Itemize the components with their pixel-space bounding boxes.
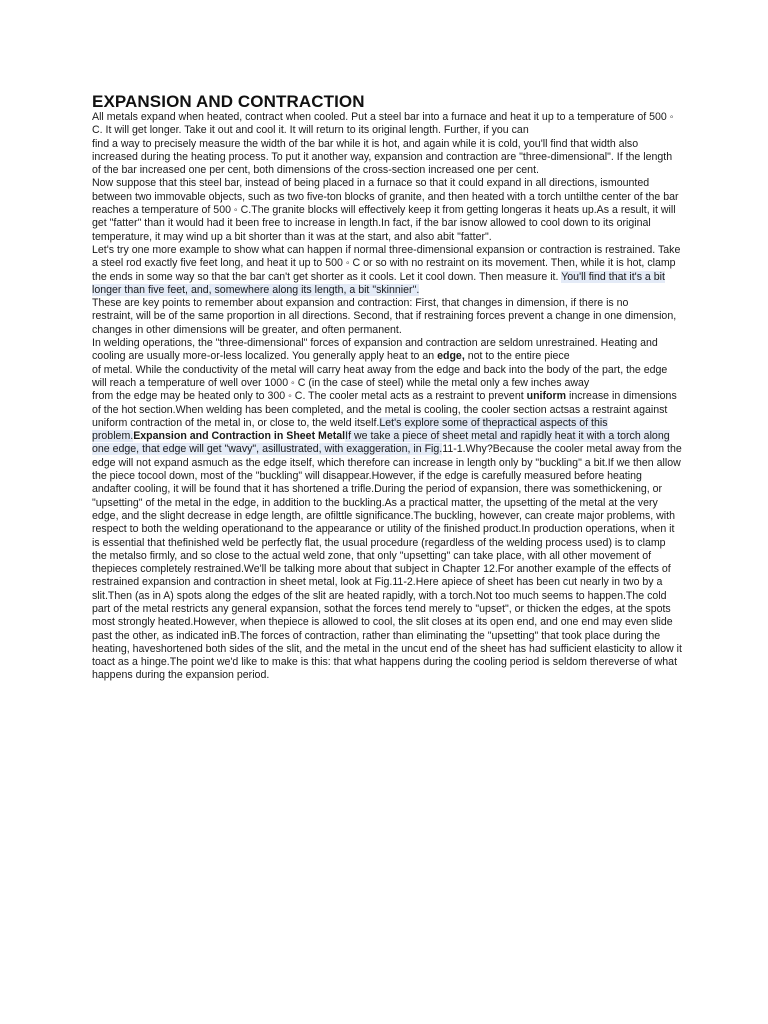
highlighted-text-practical: Let's explore some of thepractical aspects of this problem. bbox=[92, 416, 608, 443]
section-heading-sheet-metal: Expansion and Contraction in Sheet Metal bbox=[133, 430, 346, 443]
paragraph-granite-example: Now suppose that this steel bar, instead of being placed in a furnace so that it could expand in all directions, ismounted between two immovable objects, such as two five-ton blocks of granite, and then heated with a torch untilthe center of the bar reaches a temperature of 500 ◦ C.The granite blocks will effectively keep it from getting longeras it heats up.As a result, it will get "fatter" than it would had it been free to increase in length.In fact, if the bar isnow allowed to cool down to its original temperature, it may wind up a bit shorter than it was at the start, and also abit "fatter". bbox=[92, 177, 679, 243]
highlighted-text-skinnier: You'll find that it's a bit longer than five feet, and, somewhere along its length, a bit "skinnier". bbox=[92, 270, 665, 296]
highlighted-text-wavy: If we take a piece of sheet metal and rapidly heat it with a torch along one edge, that edge will get "wavy", asillustrated, with exaggeration, in Fig. bbox=[92, 430, 670, 456]
cooler-metal-text: from the edge may be heated only to 300 ◦ C. The cooler metal acts as a restraint to prevent bbox=[92, 390, 527, 403]
sheet-metal-text: 11-1.Why?Because the cooler metal away from the edge will not expand asmuch as the edge itself, which therefore can increase in length only by "buckling" a bit.If we then allow the piece tocool down, most of the "buckling" will disappear.However, if the edge is carefully measured before heating andafter cooling, it will be found that it has shortened a trifle.During the period of expansion, there was somethickening, or "upsetting" of the metal in the edge, in addition to the buckling.As a practical matter, the upsetting of the metal at the very edge, and the slight decrease in edge length, are ofilttle significance.The buckling, however, can create major problems, with respect to both the welding operationand to the appearance or utility of the finished product.In production operations, when it is essential that thefinished weld be perfectly flat, the usual procedure (regardless of the welding process used) is to clamp the metalso firmly, and so close to the actual weld zone, that only "upsetting" can take place, with all other movement of thepieces completely restrained.We'll be talking more about that subject in Chapter 12.For another example of the effects of restrained expansion and contraction in sheet metal, look at Fig.11-2.Here apiece of sheet has been cut nearly in two by a slit.Then (as in A) spots along the edges of the slit are heated rapidly, with a torch.Not too much seems to happen.The cold part of the metal restricts any general expansion, sothat the forces tend merely to "upset", or thicken the edges, at the spots most strongly heated.However, when thepiece is allowed to cool, the slit closes at its open end, and one end may even slide past the other, as indicated inB.The forces of contraction, rather than eliminating the "upsetting" that took place during the heating, haveshortened both sides of the slit, and the metal in the uncut end of the sheet has had sufficient elasticity to allow it toact as a hinge.The point we'd like to make is this: that what happens during the cooling period is seldom thereverse of what happens during the expansion period. bbox=[92, 443, 682, 682]
paragraph-sheet-metal bbox=[92, 390, 682, 683]
document-body bbox=[92, 111, 682, 683]
paragraph-key-points: These are key points to remember about expansion and contraction: First, that changes in dimension, if there is no bbox=[92, 297, 629, 310]
paragraph-rod-example bbox=[92, 244, 682, 297]
welding-text: In welding operations, the "three-dimensional" forces of expansion and contraction are seldom unrestrained. Heating and cooling are usually more-or-less localized. You generally apply heat to an bbox=[92, 337, 658, 363]
welding-text-end: not to the entire piece bbox=[464, 350, 570, 363]
contraction-text: increase in dimensions of the hot section.When welding has been completed, and the metal is cooling, the cooler section actsas a restraint against uniform contraction of the metal in, or close to, the weld itself. bbox=[92, 390, 677, 429]
bold-uniform: uniform bbox=[526, 390, 567, 403]
rod-example-text: Let's try one more example to show what can happen if normal three-dimensional expansion or contraction is restrained. Take a steel rod exactly five feet long, and heat it up to 500 ◦ C or so with no restraint on its movement. Then, while it is hot, clamp the ends in some way so that the bar can't get shorter as it cools. Let it cool down. Then measure it. bbox=[92, 243, 681, 283]
paragraph-welding bbox=[92, 337, 682, 364]
document-title: EXPANSION AND CONTRACTION bbox=[92, 92, 365, 111]
paragraph-restraint: restraint, will be of the same proportion in all directions. Second, that if restraining forces prevent a change in one dimension, changes in other dimensions will be greater, and often permanent. bbox=[92, 310, 677, 336]
paragraph-width: find a way to precisely measure the width of the bar while it is hot, and again while it is cold, you'll find that width also increased during the heating process. To put it another way, expansion and contraction are "three-dimensional". If the length of the bar increased one per cent, both dimensions of the cross-section increased one per cent. bbox=[92, 137, 673, 177]
bold-edge: edge, bbox=[437, 350, 465, 363]
paragraph-conductivity: of metal. While the conductivity of the metal will carry heat away from the edge and back into the body of the part, the edge will reach a temperature of well over 1000 ◦ C (in the case of steel) while the metal only a few inches away bbox=[92, 363, 668, 389]
paragraph-intro: All metals expand when heated, contract when cooled. Put a steel bar into a furnace and heat it up to a temperature of 500 ◦ C. It will get longer. Take it out and cool it. It will return to its original length. Further, if you can bbox=[92, 111, 674, 137]
